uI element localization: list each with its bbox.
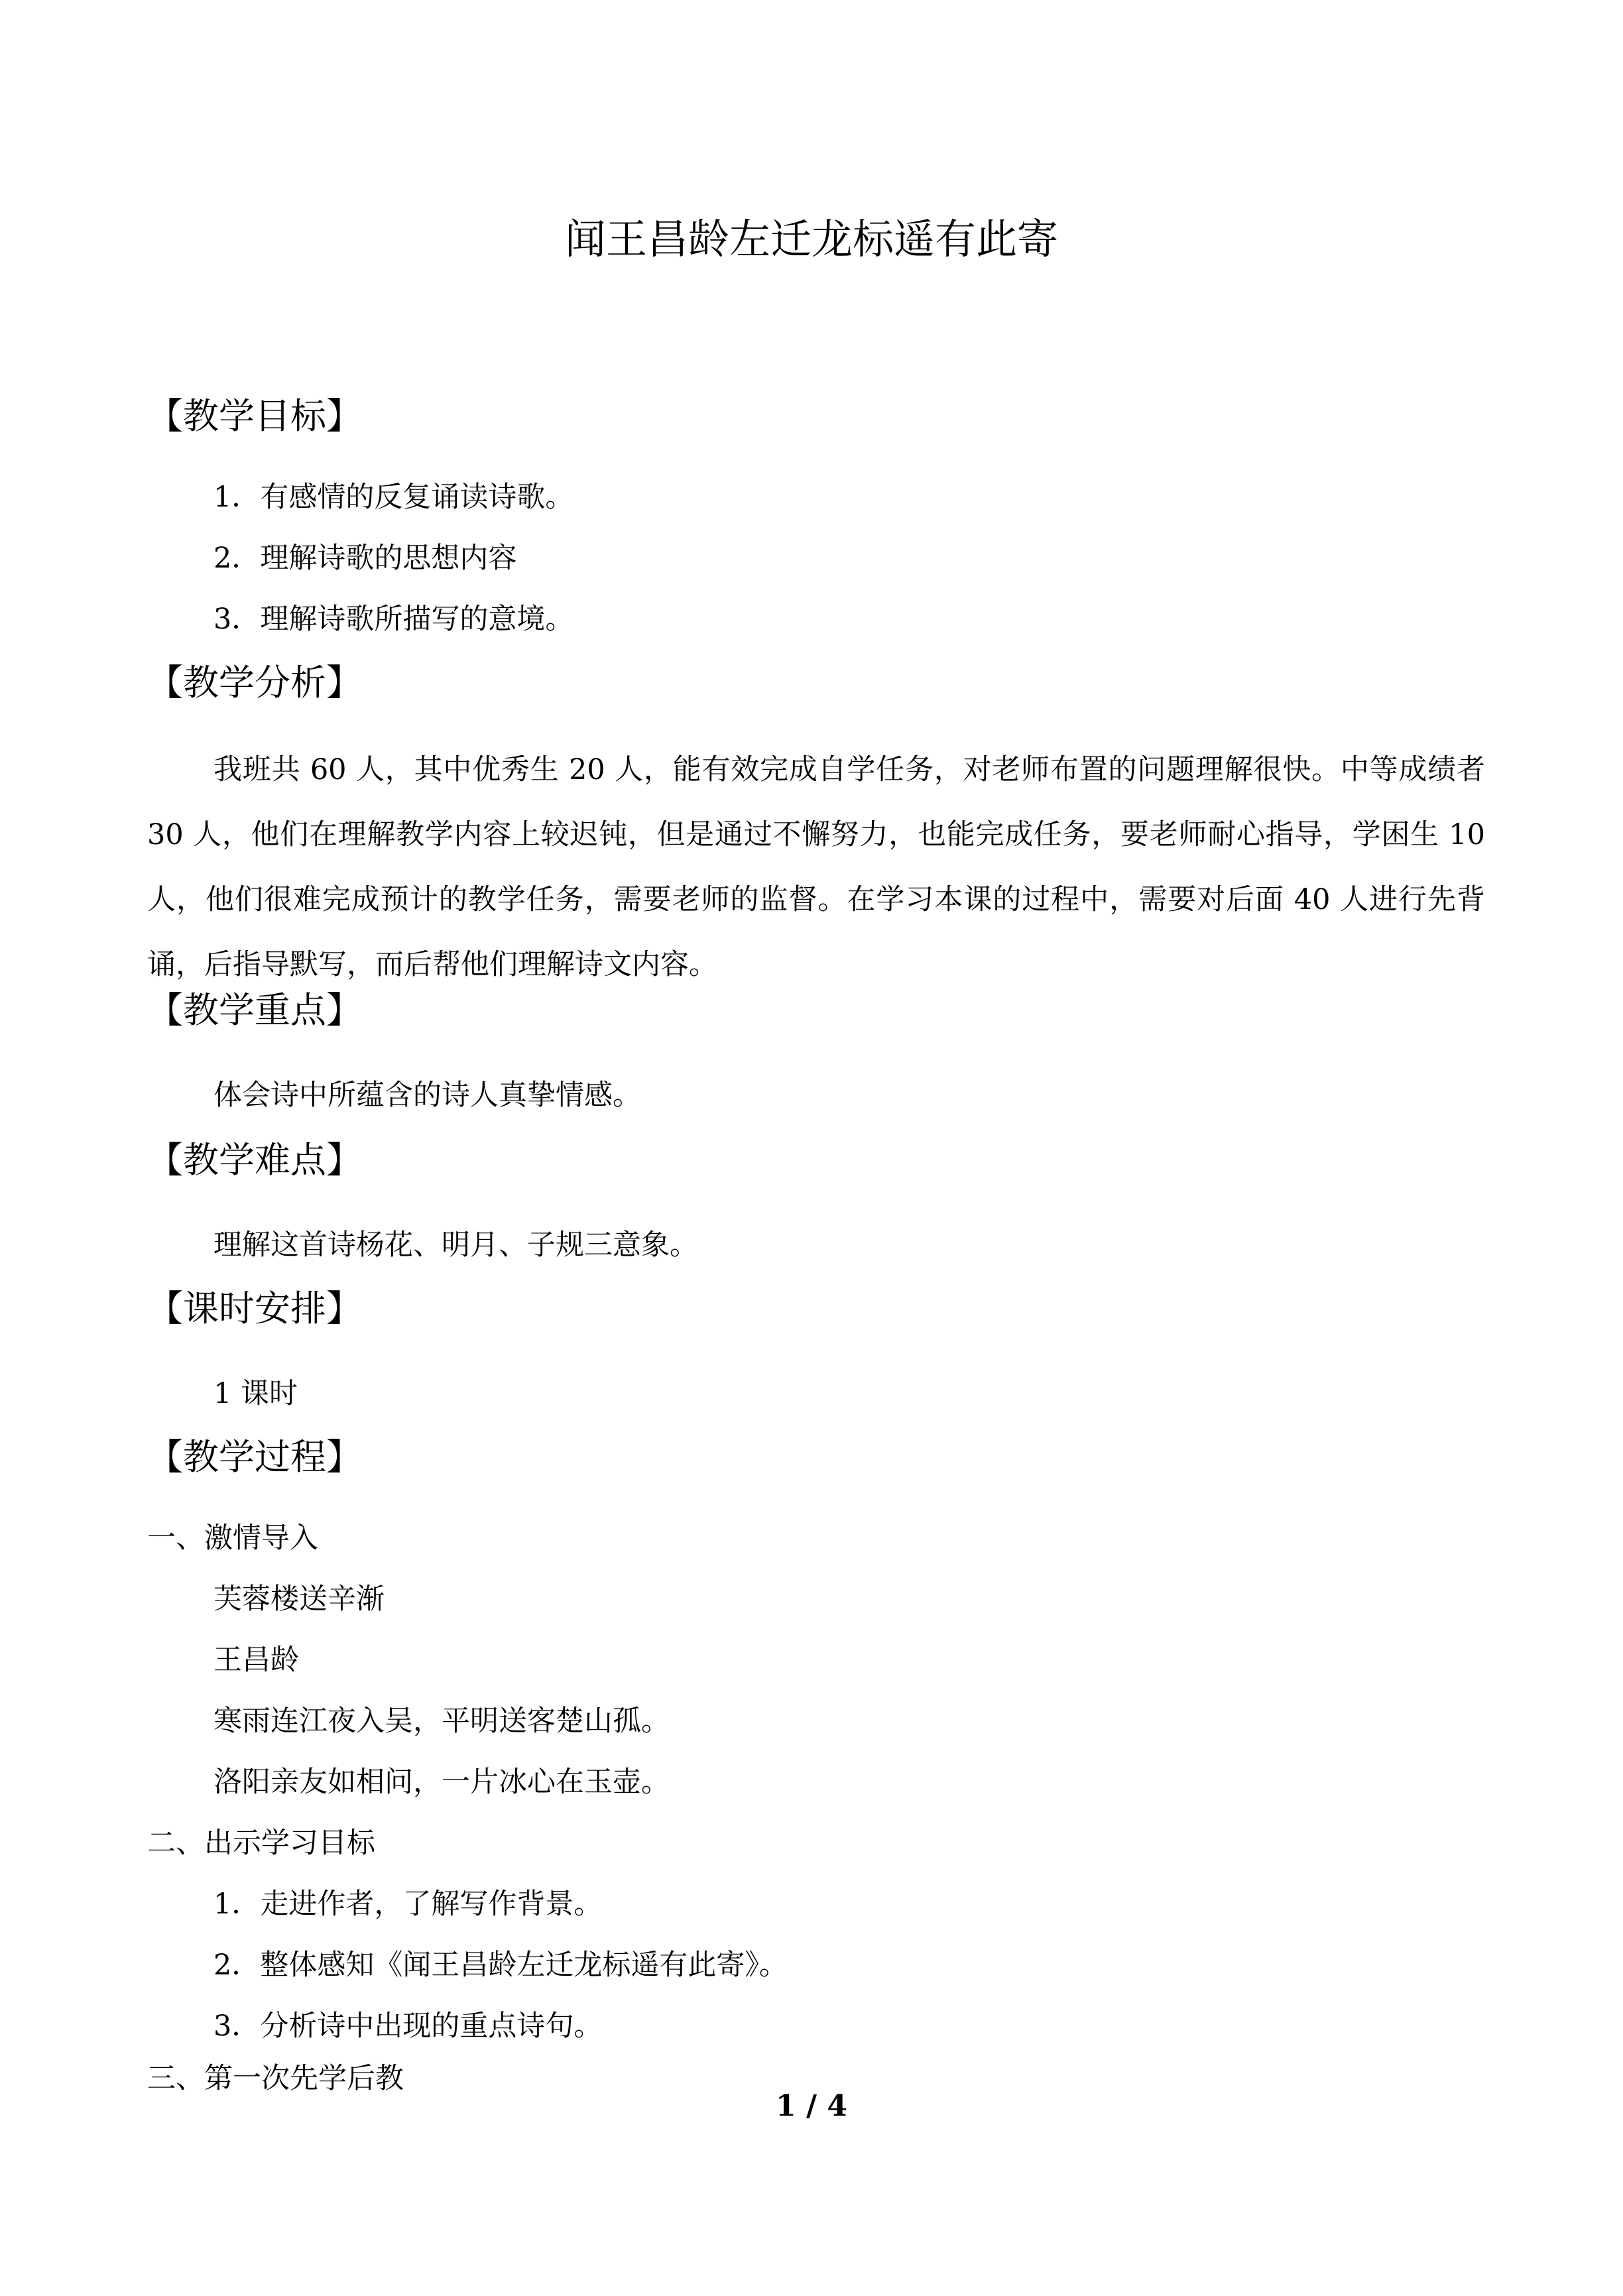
poem-line-1: 寒雨连江夜入吴，平明送客楚山孤。 (213, 1705, 670, 1738)
process-step-2-label: 二、出示学习目标 (147, 1827, 375, 1860)
learning-goal-1: 1．走进作者，了解写作背景。 (213, 1888, 603, 1921)
process-step-3-label: 三、第一次先学后教 (147, 2062, 404, 2095)
section-heading-difficulties: 【教学难点】 (147, 1139, 362, 1181)
key-points-text: 体会诗中所蕴含的诗人真挚情感。 (213, 1079, 641, 1112)
section-heading-analysis: 【教学分析】 (147, 662, 362, 703)
section-heading-schedule: 【课时安排】 (147, 1288, 362, 1329)
learning-goal-2: 2．整体感知《闻王昌龄左迁龙标遥有此寄》。 (213, 1949, 788, 1982)
section-heading-process: 【教学过程】 (147, 1436, 362, 1478)
page-title: 闻王昌龄左迁龙标遥有此寄 (564, 215, 1058, 263)
objective-item-2: 2．理解诗歌的思想内容 (213, 542, 517, 575)
analysis-paragraph: 我班共 60 人，其中优秀生 20 人，能有效完成自学任务，对老师布置的问题理解很快。中等成绩者 30 人，他们在理解教学内容上较迟钝，但是通过不懈努力，也能完成任务，要老师耐心指导，学困生 10 人，他们很难完成预计的教学任务，需要老师的监督。在学习本课的过程中，需要对后面 40 人进行先背诵，后指导默写，而后帮他们理解诗文内容。 (147, 753, 1485, 981)
section-heading-objectives: 【教学目标】 (147, 395, 362, 437)
poem-author: 王昌龄 (213, 1644, 299, 1677)
objective-item-3: 3．理解诗歌所描写的意境。 (213, 603, 574, 636)
poem-title: 芙蓉楼送辛渐 (213, 1583, 385, 1616)
page-number: 1 / 4 (776, 2089, 847, 2123)
section-heading-key-points: 【教学重点】 (147, 989, 362, 1031)
objective-item-1: 1．有感情的反复诵读诗歌。 (213, 481, 574, 514)
learning-goal-3: 3．分析诗中出现的重点诗句。 (213, 2010, 603, 2043)
poem-line-2: 洛阳亲友如相问，一片冰心在玉壶。 (213, 1766, 670, 1799)
process-step-1-label: 一、激情导入 (147, 1522, 318, 1555)
difficulties-text: 理解这首诗杨花、明月、子规三意象。 (213, 1229, 698, 1262)
schedule-text: 1 课时 (213, 1377, 298, 1410)
